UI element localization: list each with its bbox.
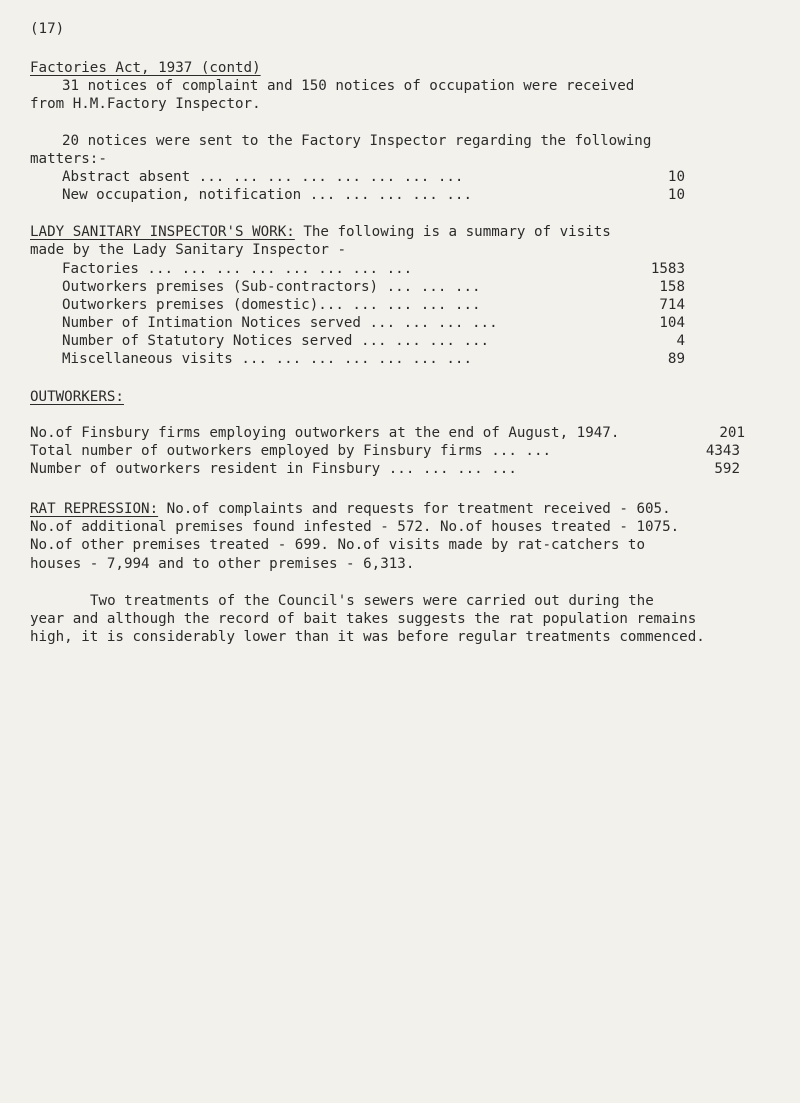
rat-para-line3: high, it is considerably lower than it was before regular treatments commenced. <box>30 629 705 645</box>
factories-item-value: 10 <box>667 169 685 185</box>
factories-para1-line1: 31 notices of complaint and 150 notices of occupation were received <box>62 78 635 94</box>
lady-inspector-heading: LADY SANITARY INSPECTOR'S WORK: <box>30 224 295 240</box>
rat-line1-text: No.of complaints and requests for treatment received - 605. <box>158 501 671 517</box>
lady-inspector-item-value: 714 <box>659 297 685 313</box>
lady-inspector-item-label: Number of Intimation Notices served ... ... ... ... <box>62 315 498 331</box>
rat-para-line2: year and although the record of bait takes suggests the rat population remains <box>30 611 697 627</box>
factories-heading: Factories Act, 1937 (contd) <box>30 60 261 76</box>
factories-item-value: 10 <box>667 187 685 203</box>
outworkers-item-label: Total number of outworkers employed by Finsbury firms ... ... <box>30 443 552 459</box>
factories-para1-line2: from H.M.Factory Inspector. <box>30 96 261 112</box>
rat-line2: No.of additional premises found infested - 572. No.of houses treated - 1075. <box>30 519 680 535</box>
outworkers-heading: OUTWORKERS: <box>30 389 124 405</box>
outworkers-item-label: Number of outworkers resident in Finsbury ... ... ... ... <box>30 461 517 477</box>
outworkers-item-label: No.of Finsbury firms employing outworkers at the end of August, 1947. <box>30 425 620 441</box>
page-number: (17) <box>30 21 65 37</box>
lady-inspector-item-label: Miscellaneous visits ... ... ... ... ... ... ... <box>62 351 472 367</box>
rat-line4: houses - 7,994 and to other premises - 6,313. <box>30 556 415 572</box>
lady-inspector-item-value: 4 <box>676 333 685 349</box>
lady-inspector-intro-line2: made by the Lady Sanitary Inspector - <box>30 242 347 258</box>
rat-line3: No.of other premises treated - 699. No.of visits made by rat-catchers to <box>30 537 645 553</box>
lady-inspector-item-value: 158 <box>659 279 685 295</box>
factories-para2-line1: 20 notices were sent to the Factory Inspector regarding the following <box>62 133 652 149</box>
lady-inspector-intro: The following is a summary of visits <box>294 224 611 240</box>
lady-inspector-item-label: Outworkers premises (domestic)... ... ... ... ... <box>62 297 481 313</box>
outworkers-item-value: 4343 <box>705 443 740 459</box>
outworkers-item-value: 592 <box>714 461 740 477</box>
lady-inspector-intro-line1 <box>30 223 611 241</box>
factories-para2-line2: matters:- <box>30 151 107 167</box>
factories-item-label: Abstract absent ... ... ... ... ... ... ... ... <box>62 169 464 185</box>
lady-inspector-item-value: 89 <box>667 351 685 367</box>
lady-inspector-item-label: Factories ... ... ... ... ... ... ... ... <box>62 261 413 277</box>
rat-heading: RAT REPRESSION: <box>30 501 159 517</box>
lady-inspector-item-value: 1583 <box>650 261 685 277</box>
rat-para-line1: Two treatments of the Council's sewers were carried out during the <box>90 593 654 609</box>
outworkers-item-value: 201 <box>719 425 745 441</box>
lady-inspector-item-value: 104 <box>659 315 685 331</box>
lady-inspector-item-label: Outworkers premises (Sub-contractors) ... ... ... <box>62 279 481 295</box>
factories-item-label: New occupation, notification ... ... ... ... ... <box>62 187 472 203</box>
rat-line1 <box>30 500 671 518</box>
lady-inspector-item-label: Number of Statutory Notices served ... ... ... ... <box>62 333 490 349</box>
